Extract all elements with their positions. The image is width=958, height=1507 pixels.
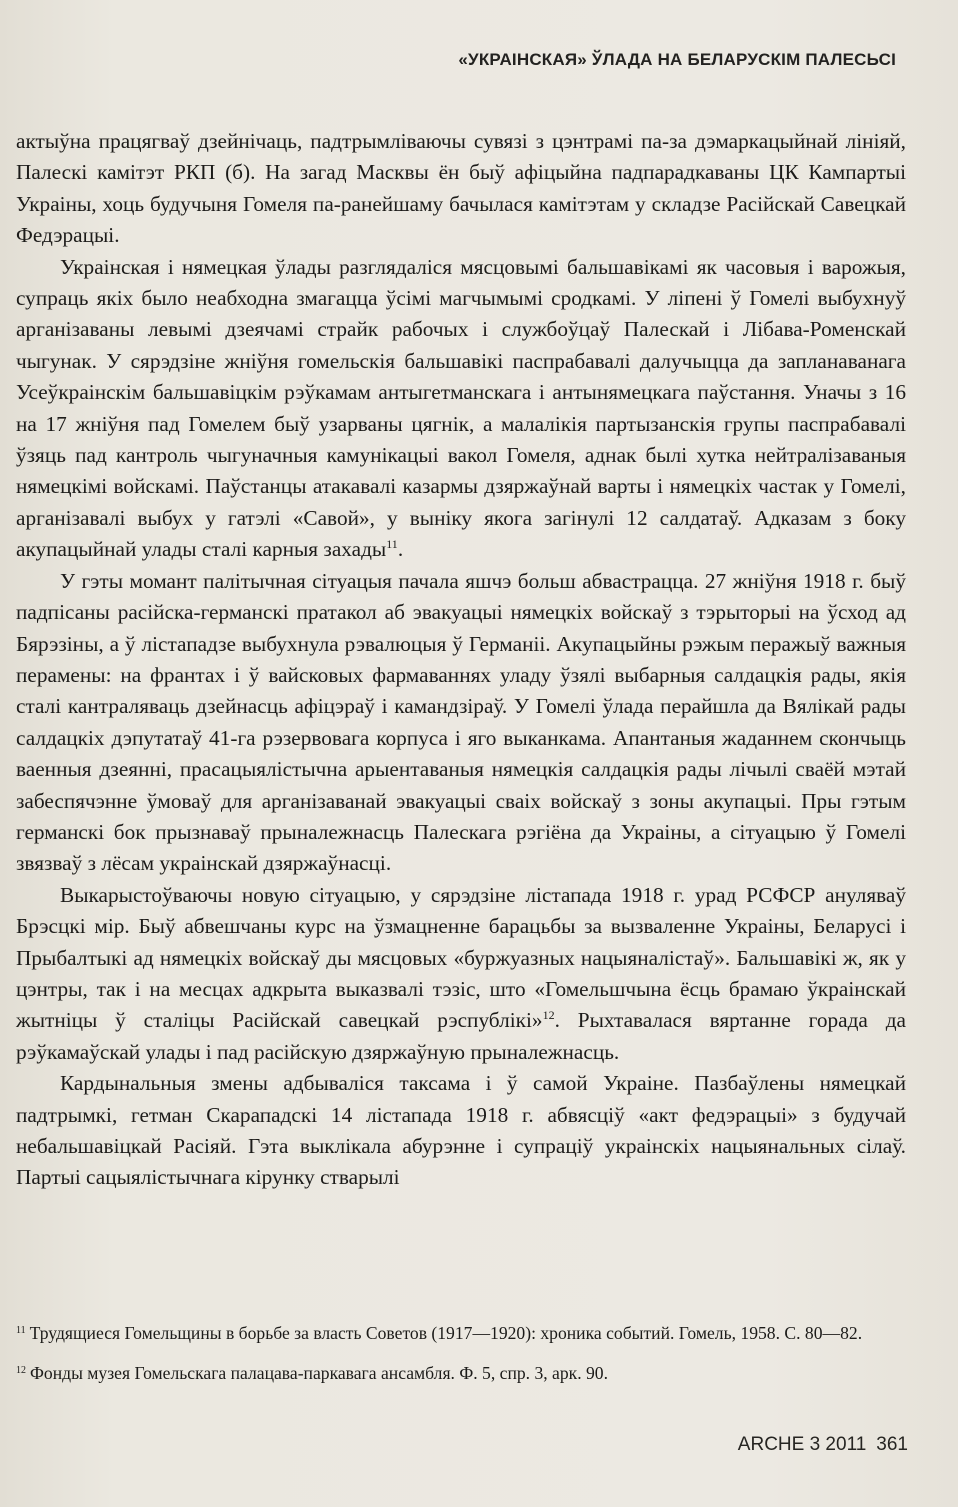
body-text	[16, 126, 906, 1194]
paragraph-1	[16, 126, 906, 252]
page-number: 361	[876, 1434, 908, 1455]
footnote-ref-12[interactable]: 12	[542, 1008, 555, 1023]
paragraph-4-text: Выкарыстоўваючы новую сітуацыю, у сярэдзіне лістапада 1918 г. урад РСФСР ануляваў Брэсцкі мір. Быў абвешчаны курс на ўзмацненне барацьбы за вызваленне Украіны, Беларусі і Прыбалтыкі ад нямецкіх войскаў ды мясцовых «буржуазных нацыяналістаў». Бальшавікі ж, як у цэнтры, так і на месцах адкрыта выказвалі тэзіс, што «Гомельшчына ёсць брамаю ўкраінскай жытніцы ў сталіцы Расійскай савецкай рэспублікі»	[16, 882, 906, 1033]
footnote-ref-11[interactable]: 11	[386, 537, 398, 552]
footnotes	[16, 1318, 906, 1398]
footnote-12-text: Фонды музея Гомельскага палацава-паркавага ансамбля. Ф. 5, спр. 3, арк. 90.	[30, 1363, 608, 1383]
footnote-12	[16, 1358, 906, 1386]
paragraph-4-text-after: . Рыхтавалася вяртанне горада да рэўкамаўскай улады і пад расійскую дзяржаўную прыналежнасць.	[16, 1008, 906, 1064]
journal-issue: ARCHE 3 2011	[737, 1434, 867, 1455]
paragraph-4	[16, 880, 906, 1068]
paragraph-5-text: Кардынальныя змены адбываліся таксама і ў самой Украіне. Пазбаўлены нямецкай падтрымкі, гетман Скарападскі 14 лістапада 1918 г. абвясціў «акт федэрацыі» з будучай небальшавіцкай Расіяй. Гэта выклікала абурэнне і супраціў украінскіх нацыянальных сілаў. Партыі сацыялістычнага кірунку стварылі	[16, 1071, 906, 1190]
paragraph-2: Украінская і нямецкая ўлады разглядаліся мясцовымі бальшавікамі як часовыя і варожыя, супраць якіх было неабходна змагацца ўсімі магчымымі сродкамі. У ліпені ў Гомелі выбухнуў арганізаваны левымі дзеячамі страйк рабочых і службоўцаў Палескай і Лібава-Роменскай чыгунак. У сярэдзіне жніўня гомельскія бальшавікі паспрабавалі далучыцца да запланаванага Усеўкраінскім бальшавіцкім рэўкамам антыгетманскага і антынямецкага паўстання. Уначы з 16 на 17 жніўня пад Гомелем быў узарваны цягнік, а малалікія партызанскія групы паспрабавалі ўзяць пад кантроль чыгуначныя камунікацыі вакол Гомеля, аднак былі хутка нейтралізаваныя нямецкімі войскамі. Паўстанцы атакавалі казармы дзяржаўнай варты і нямецкіх частак у Гомелі, арганізавалі выбух у гатэлі «Савой», у выніку якога загінулі 12 салдатаў. Адказам з боку акупацыйнай улады сталі карныя захады$^{11}$.	[16, 254, 906, 562]
page-folio	[728, 1434, 908, 1456]
paragraph-3	[16, 566, 906, 880]
paragraph-2-text: Украінская і нямецкая ўлады разглядаліся мясцовымі бальшавікамі як часовыя і варожыя, супраць якіх было неабходна змагацца ўсімі магчымымі сродкамі. У ліпені ў Гомелі выбухнуў арганізаваны левымі дзеячамі страйк рабочых і службоўцаў Палескай і Лібава-Роменскай чыгунак. У сярэдзіне жніўня гомельскія бальшавікі паспрабавалі далучыцца да запланаванага Усеўкраінскім бальшавіцкім рэўкамам антыгетманскага і антынямецкага паўстання. Уначы з 16 на 17 жніўня пад Гомелем быў узарваны цягнік, а малалікія партызанскія групы паспрабавалі ўзяць пад кантроль чыгуначныя камунікацыі вакол Гомеля, аднак былі хутка нейтралізаваныя нямецкімі войскамі. Паўстанцы атакавалі казармы дзяржаўнай варты і нямецкіх частак у Гомелі, арганізавалі выбух у гатэлі «Савой», у выніку якога загінулі 12 салдатаў. Адказам з боку акупацыйнай улады сталі карныя захады	[16, 254, 906, 562]
footnote-11-text: Трудящиеся Гомельщины в борьбе за власть Советов (1917—1920): хроника событий. Гомель, 1958. С. 80—82.	[29, 1323, 863, 1343]
paragraph-3-text: У гэты момант палітычная сітуацыя пачала яшчэ больш абвастрацца. 27 жніўня 1918 г. быў падпісаны расійска-германскі пратакол аб эвакуацыі нямецкіх войскаў з тэрыторыі на ўсход ад Бярэзіны, а ў лістападзе выбухнула рэвалюцыя ў Германіі. Акупацыйны рэжым перажыў важныя перамены: на франтах і ў вайсковых фармаваннях уладу ўзялі выбарныя салдацкія рады, якія сталі кантраляваць дзейнасць афіцэраў і камандзіраў. У Гомелі ўлада перайшла да Вялікай рады салдацкіх дэпутатаў 41-га рэзервовага корпуса і яго выканкама. Апантаныя жаданнем скончыць ваенныя дзеянні, прасацыялістычна арыентаваныя нямецкія салдацкія рады лічылі сваёй мэтай забеспячэнне ўмоваў для арганізаванай эвакуацыі сваіх войскаў з зоны акупацыі. Пры гэтым германскі бок прызнаваў прыналежнасць Палескага рэгіёна да Украіны, а сітуацыю ў Гомелі звязваў з лёсам украінскай дзяржаўнасці.	[16, 568, 906, 876]
paragraph-1-text: актыўна працягваў дзейнічаць, падтрымліваючы сувязі з цэнтрамі па-за дэмаркацыйнай лініяй, Палескі камітэт РКП (б). На загад Масквы ён быў афіцыйна падпарадкаваны ЦК Кампартыі Украіны, хоць будучыня Гомеля па-ранейшаму бачылася камітэтам у складзе Расійскай Савецкай Федэрацыі.	[16, 129, 906, 248]
footnote-11-number: 11	[16, 1325, 26, 1336]
footnote-12-number: 12	[16, 1365, 26, 1376]
footnote-11	[16, 1318, 906, 1346]
running-head: «УКРАІНСКАЯ» ЎЛАДА НА БЕЛАРУСКІМ ПАЛЕСЬСІ	[458, 50, 896, 69]
paragraph-5	[16, 1068, 906, 1194]
